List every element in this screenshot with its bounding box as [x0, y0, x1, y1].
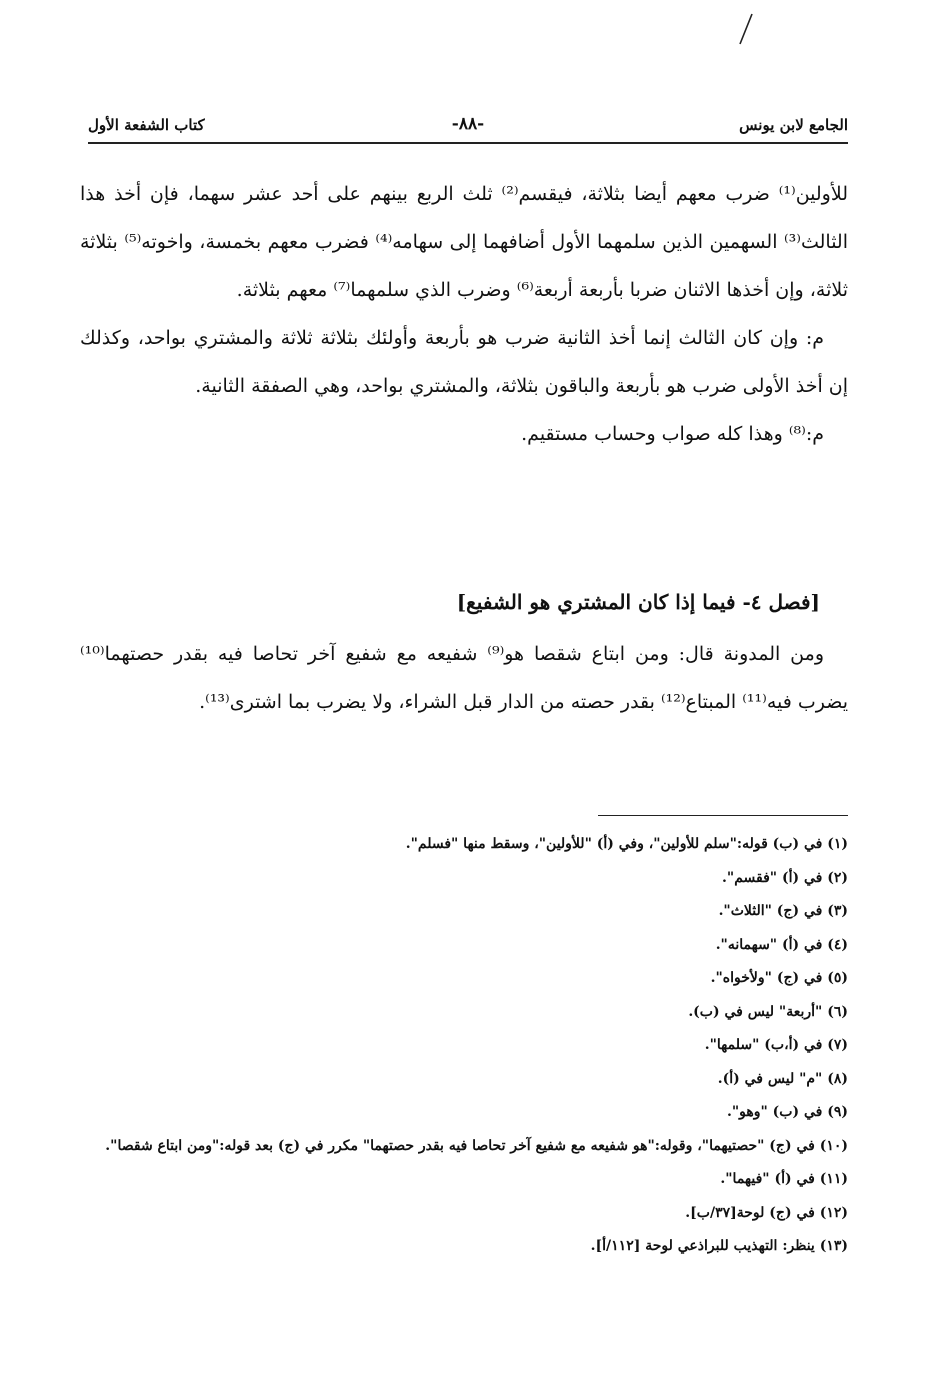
footnote-7: (٧) في (أ،ب) "سلمها".	[704, 1037, 848, 1053]
running-header	[88, 112, 848, 144]
section-heading: [فصل ٤- فيما إذا كان المشتري هو الشفيع]	[456, 590, 820, 614]
footnote-9: (٩) في (ب) "وهو".	[726, 1104, 848, 1120]
header-chapter-title: كتاب الشفعة الأول	[88, 116, 205, 134]
footnote-1: (١) في (ب) قوله:"سلم للأولين"، وفي (أ) "للأولين"، وسقط منها "فسلم".	[405, 836, 848, 852]
section-paragraph: ومن المدونة قال: ومن ابتاع شقصا هو⁽⁹⁾ شفيعه مع شفيع آخر تحاصا فيه بقدر حصتهما⁽¹⁰⁾ يضرب فيه⁽¹¹⁾ المبتاع⁽¹²⁾ بقدر حصته من الدار قبل الشراء، ولا يضرب بما اشترى⁽¹³⁾.	[80, 643, 848, 713]
paragraph-3: م:⁽⁸⁾ وهذا كله صواب وحساب مستقيم.	[521, 423, 824, 445]
footnote-11: (١١) في (أ) "فيهما".	[720, 1171, 848, 1187]
footnote-4: (٤) في (أ) "سهمانه".	[715, 936, 848, 953]
footnote-10: (١٠) في (ج) "حصتيهما"، وقوله:"هو شفيعه مع شفيع آخر تحاصا فيه بقدر حصتهما" مكرر في (ج) بعد قوله:"ومن ابتاع شقصا".	[105, 1137, 848, 1154]
footnote-13: (١٣) ينظر: التهذيب للبراذعي لوحة [١١٢/أ].	[590, 1238, 848, 1254]
paragraph-2: م: وإن كان الثالث إنما أخذ الثانية ضرب هو بأربعة وأولئك بثلاثة ثلاثة والمشتري بواحد، وكذلك إن أخذ الأولى ضرب هو بأربعة والباقون بثلاثة، والمشتري بواحد، وهي الصفقة الثانية.	[80, 327, 848, 397]
footnote-8: (٨) "م" ليس في (أ).	[717, 1070, 848, 1087]
header-book-title: الجامع لابن يونس	[739, 116, 848, 134]
footnote-3: (٣) في (ج) "الثلاث".	[718, 903, 848, 919]
section-text	[80, 630, 848, 726]
footnote-2: (٢) في (أ) "فقسم".	[722, 869, 848, 886]
footnote-12: (١٢) في (ج) لوحة[٣٧/ب].	[685, 1204, 848, 1221]
paragraph-1: للأولين⁽¹⁾ ضرب معهم أيضا بثلاثة، فيقسم⁽²⁾ ثلث الربع بينهم على أحد عشر سهما، فإن أخذ هذا الثالث⁽³⁾ السهمين الذين سلمهما الأول أضافهما إلى سهامه⁽⁴⁾ فضرب معهم بخمسة، واخوته⁽⁵⁾ بثلاثة ثلاثة، وإن أخذها الاثنان ضربا بأربعة أربعة⁽⁶⁾ وضرب الذي سلمهما⁽⁷⁾ معهم بثلاثة.	[80, 183, 848, 301]
footnote-5: (٥) في (ج) "ولأخواه".	[710, 970, 848, 986]
footnotes	[80, 828, 848, 1264]
footnote-6: (٦) "أربعة" ليس في (ب).	[688, 1003, 848, 1020]
footnote-separator	[598, 815, 848, 816]
page-number: -٨٨-	[451, 114, 485, 134]
main-text	[80, 170, 848, 458]
pen-stroke-mark	[726, 10, 766, 50]
